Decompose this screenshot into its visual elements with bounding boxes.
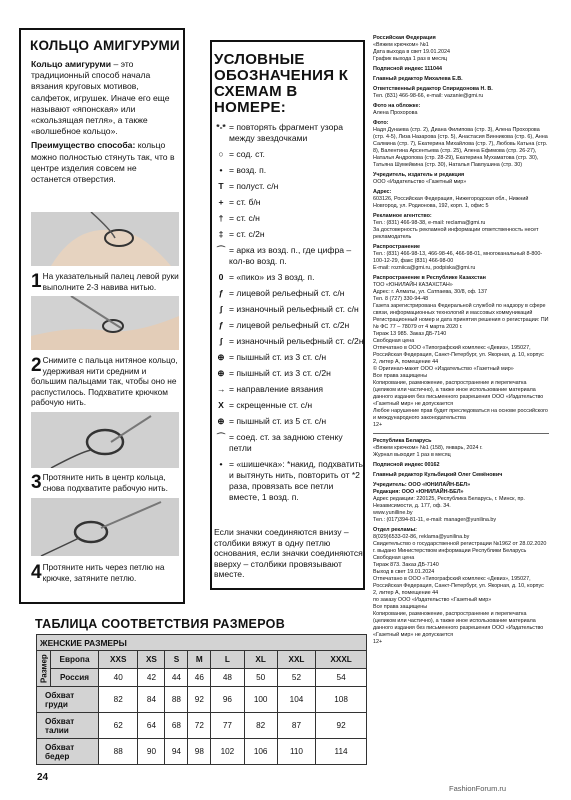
adv-bold: Преимущество способа: <box>31 140 136 151</box>
legend-text: = лицевой рельефный ст. с/2н <box>229 320 350 330</box>
table-row <box>37 713 367 739</box>
size-russia-cell: 44 <box>165 669 188 687</box>
sizes-title: ТАБЛИЦА СООТВЕТСТВИЯ РАЗМЕРОВ <box>35 617 286 631</box>
measure-value: 92 <box>188 687 211 713</box>
legend-symbol: → <box>216 384 226 394</box>
imprint-heading: Подписной индекс 111044 <box>373 66 442 72</box>
sizes-table <box>36 634 367 765</box>
measure-value: 90 <box>138 739 165 765</box>
legend-text: = изнаночный рельефный ст. с/2н <box>229 336 364 346</box>
legend-symbol: *-* <box>216 122 226 132</box>
imprint-text: 8(029)6533-02-86, reklama@yunilina.by Свидетельство о государственной регистрации №1962 от 28.02.2020 г. выдано Министерством информации Республики Беларусь Свободная цена Тираж 873. Заказ ДБ-7140 Выход в свет 19.01.2024 Отпечатано в ООО «Типографский комплекс «Девиз», 195027, Российская Федерация, Санкт-Петербург, ул. Якорная, д. 10, корпус 2, литер А, помещение 44 по заказу ООО «Издательство «Газетный мир» Все права защищены Копирование, размножение, распространение и перепечатка (целиком или частично), а также иное использование материала данного издания без письменного разрешения ООО «Издательство «Газетный мир» не допускается 12+ <box>373 534 547 645</box>
intro-text: – это традиционный способ начала вязания круговых мотивов, салфеток, игрушек. Иначе его еще называют «японская» или «скользящая петля», а также «волшебное кольцо». <box>31 59 170 137</box>
legend-item <box>215 288 365 299</box>
sizes-subtitle: ЖЕНСКИЕ РАЗМЕРЫ <box>37 635 367 651</box>
imprint-heading: Главный редактор Кульбицкий Олег Семёнович <box>373 472 503 478</box>
size-russia-cell: 40 <box>99 669 138 687</box>
legend-text: = лицевой рельефный ст. с/н <box>229 288 345 298</box>
step2-photo <box>31 296 179 350</box>
imprint-heading: Учредитель: ООО «ЮНИЛАЙН-БЕЛ» Редакция: ООО «ЮНИЛАЙН-БЕЛ» <box>373 482 471 495</box>
measure-label: Обхват груди <box>37 687 99 713</box>
imprint-text: Тел.: (831) 466-98-13, 466-98-46, 466-98-01, многоканальный 8-800-100-12-29, факс (831) 466-98-00 E-mail: rozniica@gmi.ru, podpiska@gmi.ru <box>373 251 543 271</box>
legend-item <box>215 400 365 411</box>
size-russia-cell: 52 <box>277 669 315 687</box>
legend-text: = «пико» из 3 возд. п. <box>229 272 315 282</box>
size-europe-cell: L <box>211 651 244 669</box>
legend-symbol: ⊕ <box>217 416 225 426</box>
step1-photo <box>31 212 179 266</box>
measure-value: 68 <box>165 713 188 739</box>
legend-symbol: • <box>219 165 223 175</box>
measure-value: 72 <box>188 713 211 739</box>
legend-item <box>215 416 365 427</box>
step-text: Протяните нить в центр кольца, снова подхватите рабочую нить. <box>42 472 168 493</box>
legend-text: = соед. ст. за заднюю стенку петли <box>229 432 343 453</box>
imprint-heading: Распространение <box>373 244 421 250</box>
step-3 <box>31 472 181 493</box>
legend-item <box>215 432 365 454</box>
imprint-heading: Адрес: <box>373 189 392 195</box>
russia-label: Россия <box>51 669 99 687</box>
step-number: 4 <box>31 562 42 583</box>
measure-value: 108 <box>316 687 367 713</box>
legend-text: = пышный ст. из 3 ст. с/н <box>229 352 327 362</box>
imprint-heading: Главный редактор Михалева Е.В. <box>373 76 463 82</box>
step4-photo <box>31 498 179 556</box>
imprint-heading: Учредитель, издатель и редакция <box>373 172 465 178</box>
legend-item <box>215 149 365 160</box>
legend-symbol: ⌒ <box>216 245 226 255</box>
legend-note: Если значки соединяются внизу – столбики вяжут в одну петлю основания, если значки соединяются вверху – столбики провязывают вместе. <box>214 527 363 580</box>
adv-text: кольцо можно полностью стянуть так, что в центре изделия совсем не останется отверстия. <box>31 140 175 185</box>
imprint-heading: Фото на обложке: <box>373 103 421 109</box>
imprint-text: «Вяжем крючком» №1 (158), январь, 2024 г. Журнал выходит 1 раз в месяц <box>373 445 483 458</box>
measure-value: 88 <box>99 739 138 765</box>
measure-value: 77 <box>211 713 244 739</box>
measure-value: 64 <box>138 713 165 739</box>
legend-text: = пышный ст. из 3 ст. с/2н <box>229 368 331 378</box>
amigurumi-title: КОЛЬЦО АМИГУРУМИ <box>30 38 180 53</box>
legend-item <box>215 229 365 240</box>
legend-text: = «шишечка»: *накид, подхватить и вытянуть нить, повторить от *2 раза, провязать все петли вместе, 1 возд. п. <box>229 459 364 502</box>
legend-title: УСЛОВНЫЕ ОБОЗНАЧЕНИЯ К СХЕМАМ В НОМЕРЕ: <box>214 51 349 116</box>
measure-value: 106 <box>244 739 277 765</box>
step-text: Снимите с пальца нитяное кольцо, удерживая нити средним и большим пальцами так, чтобы оно не распустилось. Подхватите крючком рабочую нить. <box>31 355 178 408</box>
legend-symbol: † <box>218 213 224 223</box>
imprint-column <box>373 32 549 646</box>
legend-item <box>215 197 365 208</box>
measure-value: 114 <box>316 739 367 765</box>
measure-value: 110 <box>277 739 315 765</box>
imprint-text: Надя Дунаева (стр. 2), Диана Филипова (стр. 3), Алена Прохорова (стр. 4-5), Лиза Назарова (стр. 5), Анастасия Винникова (стр. 6), Анна Салмина (стр. 7), Екатерина Михайлова (стр. 7), Любовь Катьна (стр. 8), Валентина Арсентьева (стр. 25), Алена Ефимова (стр. 26-27), Наталья Андропова (стр. 28-29), Екатерина Мухаматова (стр. 30), Татьяна Шумейкина (стр. 30), Наталья Павлушина (стр. 30) <box>373 127 548 168</box>
imprint-separator <box>373 433 549 434</box>
imprint-heading: Ответственный редактор Спиридонова Н. В. <box>373 86 493 92</box>
table-row <box>37 739 367 765</box>
legend-symbol: ⊕ <box>217 352 225 362</box>
legend-list <box>210 122 365 503</box>
legend-item <box>215 320 365 331</box>
legend-symbol: ʃ <box>219 304 223 314</box>
legend-symbol: • <box>219 459 223 469</box>
legend-text: = ст. с/н <box>229 213 260 223</box>
step-4 <box>31 562 181 583</box>
imprint-text: 603126, Российская Федерация, Нижегородская обл., Нижний Новгород, ул. Родионова, 192, корп. 1, офис 5 <box>373 196 529 209</box>
intro-bold: Кольцо амигуруми <box>31 59 112 69</box>
imprint-text: Тел. (831) 466-98-66, e-mail: vazanie@gmi.ru <box>373 93 484 99</box>
size-europe-cell: XXL <box>277 651 315 669</box>
imprint-text: Тел.: (831) 466-98-38, e-mail: reclama@gmi.ru За достоверность рекламной информации ответственность несет рекламодатель <box>373 220 539 240</box>
measure-value: 94 <box>165 739 188 765</box>
measure-label: Обхват талии <box>37 713 99 739</box>
measure-value: 84 <box>138 687 165 713</box>
imprint-heading: Республика Беларусь <box>373 438 432 444</box>
size-russia-cell: 46 <box>188 669 211 687</box>
legend-item <box>215 352 365 363</box>
imprint-heading: Фото: <box>373 120 389 126</box>
measure-value: 62 <box>99 713 138 739</box>
legend-content <box>210 40 365 550</box>
size-russia-cell: 48 <box>211 669 244 687</box>
imprint-heading: Подписной индекс 00162 <box>373 462 440 468</box>
step-number: 1 <box>31 271 42 292</box>
size-europe-cell: XXS <box>99 651 138 669</box>
step-number: 2 <box>31 355 42 376</box>
measure-value: 96 <box>211 687 244 713</box>
measure-value: 92 <box>316 713 367 739</box>
legend-text: = направление вязания <box>229 384 324 394</box>
legend-item <box>215 272 365 283</box>
size-vertical-label: Размер <box>37 651 51 687</box>
amigurumi-intro <box>21 53 183 137</box>
imprint-text: Алена Прохорова <box>373 110 418 116</box>
size-russia-cell: 42 <box>138 669 165 687</box>
imprint-heading: Российская Федерация <box>373 35 436 41</box>
legend-text: = пышный ст. из 5 ст. с/н <box>229 416 327 426</box>
legend-text: = повторять фрагмент узора между звездочками <box>229 122 343 143</box>
size-europe-cell: XL <box>244 651 277 669</box>
imprint-text: ООО «Издательство «Газетный мир» <box>373 179 467 185</box>
amigurumi-advantage <box>21 137 183 185</box>
measure-value: 100 <box>244 687 277 713</box>
legend-item <box>215 384 365 395</box>
legend-symbol: X <box>218 400 224 410</box>
measure-label: Обхват бедер <box>37 739 99 765</box>
legend-symbol: T <box>218 181 224 191</box>
step-2 <box>31 355 181 408</box>
legend-item <box>215 181 365 192</box>
legend-text: = ст. б/н <box>229 197 261 207</box>
legend-item <box>215 122 365 144</box>
imprint-text: «Вяжем крючком» №1 Дата выхода в свет 19.01.2024 График выхода 1 раз в месяц <box>373 42 450 62</box>
measure-value: 87 <box>277 713 315 739</box>
imprint-text: ТОО «ЮНИЛАЙН КАЗАХСТАН» Адрес: г. Алматы, ул. Сатпаева, 30/8, оф. 137 Тел. 8 (727) 330-94-48 <box>373 282 488 302</box>
table-row <box>37 687 367 713</box>
legend-symbol: ƒ <box>218 288 224 298</box>
legend-symbol: ʃ <box>219 336 223 346</box>
step-text: Протяните нить через петлю на крючке, затяните петлю. <box>42 562 165 583</box>
legend-item <box>215 165 365 176</box>
legend-text: = полуст. с/н <box>229 181 279 191</box>
europe-label: Европа <box>51 651 99 669</box>
step-number: 3 <box>31 472 42 493</box>
size-europe-cell: S <box>165 651 188 669</box>
legend-symbol: + <box>218 197 224 207</box>
legend-text: = ст. с/2н <box>229 229 265 239</box>
imprint-text: Адрес редакции: 220125, Республика Беларусь, г. Минск, пр. Независимости, д. 177, оф. 34. www.yunilline.by Тел.: (017)394-81-11, e-mail: manager@yunilina.by <box>373 496 525 523</box>
step-1 <box>31 271 181 292</box>
measure-value: 98 <box>188 739 211 765</box>
size-russia-cell: 54 <box>316 669 367 687</box>
legend-text: = арка из возд. п., где цифра – кол-во возд. п. <box>229 245 352 266</box>
size-russia-cell: 50 <box>244 669 277 687</box>
measure-value: 102 <box>211 739 244 765</box>
imprint-heading: Отдел рекламы: <box>373 527 417 533</box>
imprint-heading: Рекламное агентство: <box>373 213 432 219</box>
legend-text: = изнаночный рельефный ст. с/н <box>229 304 359 314</box>
size-europe-cell: XS <box>138 651 165 669</box>
imprint-heading: Распространение в Республике Казахстан <box>373 275 486 281</box>
measure-value: 104 <box>277 687 315 713</box>
measure-value: 82 <box>244 713 277 739</box>
legend-symbol: 0 <box>218 272 224 282</box>
measure-value: 82 <box>99 687 138 713</box>
page-number: 24 <box>37 772 49 783</box>
step3-photo <box>31 412 179 468</box>
measure-value: 88 <box>165 687 188 713</box>
legend-item <box>215 304 365 315</box>
legend-symbol: ○ <box>218 149 224 159</box>
legend-symbol: ƒ <box>218 320 224 330</box>
legend-item <box>215 245 365 267</box>
legend-item <box>215 336 365 347</box>
legend-item <box>215 459 365 503</box>
legend-text: = скрещенные ст. с/н <box>229 400 313 410</box>
legend-text: = сод. ст. <box>229 149 265 159</box>
watermark: FashionForum.ru <box>449 784 507 793</box>
legend-text: = возд. п. <box>229 165 267 175</box>
imprint-text: Газета зарегистрирована Федеральной службой по надзору в сфере связи, информационных технологий и массовых коммуникаций Регистрационный номер и дата принятия решения о регистрации: ПИ № ФС 77 – 78079 от 4 марта 2020 г. Тираж 13 985. Заказ ДБ-7140 Свободная цена Отпечатано в ООО «Типографский комплекс «Девиз», 195027, Российская Федерация, Санкт-Петербург, ул. Якорная, д. 10, корпус 2, литер А, помещение 44 © Оригинал-макет ООО «Издательство «Газетный мир» Все права защищены Копирование, размножение, распространение и перепечатка (целиком или частично), а также иное использование материала данного издания без письменного разрешения ООО «Издательство «Газетный мир» не допускается Любое нарушение прав будет преследоваться на основе российского и международного законодательства 12+ <box>373 303 549 428</box>
size-europe-cell: XXXL <box>316 651 367 669</box>
step-text: На указательный палец левой руки выполните 2-3 навива нитью. <box>42 271 179 292</box>
legend-symbol: ⌒ <box>216 432 226 442</box>
legend-item <box>215 368 365 379</box>
legend-symbol: ⊕ <box>217 368 225 378</box>
amigurumi-panel <box>19 28 185 604</box>
legend-item <box>215 213 365 224</box>
size-europe-cell: M <box>188 651 211 669</box>
legend-symbol: ‡ <box>218 229 224 239</box>
